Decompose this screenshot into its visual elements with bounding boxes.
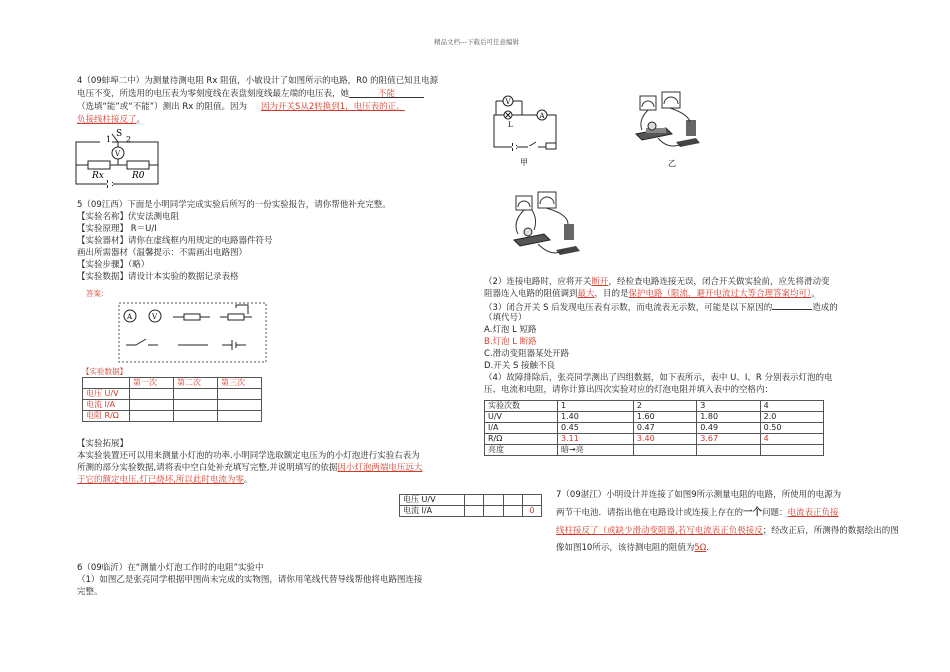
q4-circuit-diagram <box>72 128 162 190</box>
table-cell: 1.80 <box>697 412 760 423</box>
q6-p2a: （2）连接电路时，应将开关 <box>484 277 592 287</box>
table-cell <box>523 495 542 506</box>
q5-expand3 <box>77 474 252 486</box>
q5-expand-answer1: 因小灯泡两端电压远大 <box>337 463 423 473</box>
table-cell: 1.60 <box>633 412 696 423</box>
q5-expand-answer2: 于它的额定电压,灯已烧坏,所以此时电流为零 <box>77 475 244 485</box>
q6-p2c: 阻器连入电路的阻值调到 <box>484 289 578 299</box>
q6-line3: 完整。 <box>77 587 103 597</box>
table-cell <box>218 411 262 422</box>
table-row <box>83 411 262 422</box>
table-cell: 3.11 <box>558 434 634 445</box>
q7-line1: 7（09湛江）小明设计并连接了如图9所示测量电阻的电路，所使用的电源为 <box>556 490 842 500</box>
q7-answer2: 线柱接反了（或缺少滑动变阻器,若写电流表正负极接反 <box>556 526 763 536</box>
table-cell <box>484 495 503 506</box>
table-cell <box>218 389 262 400</box>
q6-answer-open-switch: 断开 <box>591 277 609 287</box>
fig-jia-V: V <box>505 98 511 106</box>
small-data-table <box>399 494 542 517</box>
table-cell: 0.47 <box>633 423 696 434</box>
table-cell <box>697 445 760 456</box>
q5-data: 【实验数据】请设计本实验的数据记录表格 <box>77 272 239 282</box>
q4-line2-text: 电压不变，所选用的电压表为零刻度线在表盘刻度线最左端的电压表，她 <box>77 89 350 99</box>
fig-label-V: V <box>115 150 121 158</box>
q6-p4a: （4）故障排除后，张亮同学测出了四组数据，如下表所示，表中 U、I、R 分别表示灯泡的电 <box>484 373 833 383</box>
q4-answer-reason1: 因为开关S从2转换到1，电压表的正、 <box>260 102 405 112</box>
q6-option-d: D.开关 S 接触不良 <box>484 361 556 371</box>
q6-answer-purpose: 保护电路（限流，避开电流过大等合理答案均可） <box>628 289 812 299</box>
q4-line1: 4（09蚌埠二中）为测量待测电阻 Rx 阻值，小敏设计了如图所示的电路，R0 的阻值已知且电源 <box>77 76 439 86</box>
fig-jia-label: 甲 <box>520 158 528 167</box>
table-cell: 电压 U/V <box>83 389 130 400</box>
q4-line3 <box>77 101 405 113</box>
q7-line3 <box>556 525 899 537</box>
table-cell <box>83 378 130 389</box>
q5-expand1: 本实验装置还可以用来测量小灯泡的功率.小明同学选取额定电压为的小灯泡进行实验右表为 <box>77 451 420 461</box>
q6-p2b: ，经检查电路连接无误，闭合开关做实验前，应先将滑动变 <box>608 277 830 287</box>
q5-name: 【实验名称】伏安法测电阻 <box>77 212 180 222</box>
q6-line2: （1）如图乙是张亮同学根据甲图尚未完成的实物图，请你用笔线代替导线帮他将电路图连接 <box>77 575 423 585</box>
table-cell: 第三次 <box>218 378 262 389</box>
q5-expand2 <box>77 462 422 474</box>
table-cell: 电流 I/A <box>83 400 130 411</box>
table-cell: 第一次 <box>130 378 174 389</box>
table-cell <box>633 445 696 456</box>
table-row <box>400 495 542 506</box>
table-cell: 电阻 R/Ω <box>83 411 130 422</box>
q4-answer-can: 不能 <box>349 88 424 98</box>
symbol-voltmeter-label: V <box>152 313 158 321</box>
q7-answer1: 电流表正负接 <box>787 508 839 518</box>
q5-equipment: 【实验器材】请你在虚线框内用规定的电路器件符号 <box>77 236 273 246</box>
table-row <box>400 506 542 517</box>
q4-line3-text: （选填“能”或“不能”）测出 Rx 的阻值。因为 <box>77 102 247 112</box>
q6-option-c: C.滑动变阻器某处开路 <box>484 349 570 359</box>
q4-line2 <box>77 88 424 100</box>
fig-label-S: S <box>116 129 123 139</box>
q5-steps: 【实验步骤】（略） <box>77 260 150 270</box>
q6-data-table <box>484 400 824 456</box>
table-cell: 实验次数 <box>485 401 558 412</box>
q4-line4 <box>77 114 145 126</box>
q6-line1: 6（09临沂）在“测量小灯泡工作时的电阻”实验中 <box>77 563 264 573</box>
q6-p3-blank <box>772 300 812 310</box>
table-row <box>485 423 824 434</box>
q7-line2 <box>556 507 839 519</box>
apparatus-figure-yi <box>598 90 718 178</box>
q5-table-title: 【实验数据】 <box>82 367 127 376</box>
table-cell: 3 <box>697 401 760 412</box>
table-row <box>485 401 824 412</box>
table-cell: 1.40 <box>558 412 634 423</box>
q6-p3b: 造成的 <box>812 303 838 313</box>
table-cell <box>484 506 503 517</box>
q5-principle: 【实验原理】 R＝U/I <box>77 224 157 234</box>
table-row <box>485 434 824 445</box>
table-cell <box>465 506 484 517</box>
q6-p3c: （填代号） <box>484 313 527 323</box>
table-cell: 0 <box>523 506 542 517</box>
q5-answer-label: 答案： <box>86 289 109 298</box>
q6-p4b: 压、电流和电阻，请你计算出四次实验对应的灯泡电阻并填入表中的空格内： <box>484 385 774 395</box>
fig-label-R0: R0 <box>132 171 145 181</box>
q6-p3: （3）闭合开关 S 后发现电压表有示数，而电流表无示数，可能是以下原因的 <box>484 303 773 313</box>
q7-line4-end: . <box>706 543 709 553</box>
q4-line4-end: 。 <box>136 115 146 125</box>
table-cell: 2.0 <box>760 412 823 423</box>
q5-equipment-symbols <box>118 302 268 364</box>
table-cell: I/A <box>485 423 558 434</box>
table-cell: R/Ω <box>485 434 558 445</box>
q6-p2d: ，目的是 <box>594 289 629 299</box>
table-cell <box>174 400 218 411</box>
q6-option-a: A.灯泡 L 短路 <box>484 325 537 335</box>
table-cell <box>130 389 174 400</box>
table-cell: 3.40 <box>633 434 696 445</box>
q6-answer-max: 最大 <box>577 289 595 299</box>
table-cell <box>130 400 174 411</box>
q7-line4a: 像如图10所示，该待测电阻的阻值为 <box>556 543 695 553</box>
q6-p2e: 。 <box>811 289 820 299</box>
table-cell <box>174 411 218 422</box>
page-header: 精品文档---下载后可任意编辑 <box>434 38 520 46</box>
q5-expand: 【实验拓展】 <box>77 439 129 449</box>
table-row <box>485 412 824 423</box>
q7-line2a: 两节干电池．请指出他在电路设计或连接上存在的 <box>556 508 744 518</box>
table-row <box>83 378 262 389</box>
q6-p2-line1 <box>484 276 829 288</box>
table-cell: 2 <box>633 401 696 412</box>
table-cell <box>174 389 218 400</box>
table-cell <box>465 495 484 506</box>
q7-answer3: 5Ω <box>694 543 707 553</box>
symbol-ammeter-label: A <box>127 313 133 321</box>
q7-line4 <box>556 542 709 554</box>
q5-expand-end: 。 <box>243 475 253 485</box>
table-cell: 暗→亮 <box>558 445 634 456</box>
table-cell: 电流 I/A <box>400 506 465 517</box>
table-cell <box>503 495 522 506</box>
table-cell <box>760 445 823 456</box>
table-cell: 1 <box>558 401 634 412</box>
table-cell: 0.49 <box>697 423 760 434</box>
q4-answer-reason2: 负接线柱接反了 <box>77 115 137 125</box>
table-cell: 0.45 <box>558 423 634 434</box>
fig-jia-A: A <box>539 112 545 120</box>
q6-p3-line1 <box>484 300 838 314</box>
fig-label-2: 2 <box>126 135 132 144</box>
fig-jia-L: L <box>508 121 513 129</box>
table-cell: 4 <box>760 401 823 412</box>
q7-line3-end: ；经改正后，所测得的数据绘出的图 <box>762 526 899 536</box>
table-cell <box>130 411 174 422</box>
table-cell <box>218 400 262 411</box>
circuit-figure-jia <box>488 93 572 171</box>
table-cell <box>503 506 522 517</box>
fig-label-Rx: Rx <box>92 171 104 181</box>
q7-line2b: 一个 <box>743 507 763 518</box>
table-cell: 0.50 <box>760 423 823 434</box>
table-row <box>485 445 824 456</box>
table-cell: 3.67 <box>697 434 760 445</box>
table-cell: 电压 U/V <box>400 495 465 506</box>
table-row <box>83 400 262 411</box>
q6-p2-line2 <box>484 288 820 300</box>
q5-expand2-text: 所测的部分实验数据,请将表中空白处补充填写完整,并说明填写的依据 <box>77 463 338 473</box>
table-cell: 亮度 <box>485 445 558 456</box>
table-cell: U/V <box>485 412 558 423</box>
q7-line2c: 问题： <box>762 508 788 518</box>
q5-equipment2: 画出所需器材（温馨提示：不需画出电路图） <box>77 248 248 258</box>
apparatus-figure-2 <box>498 190 598 268</box>
q5-line1: 5（09江西）下面是小明同学完成实验后所写的一份实验报告，请你帮他补充完整。 <box>77 200 391 210</box>
q6-option-b: B.灯泡 L 断路 <box>484 337 537 347</box>
q5-data-table <box>82 377 262 422</box>
table-row <box>83 389 262 400</box>
table-cell: 第二次 <box>174 378 218 389</box>
fig-label-1: 1 <box>106 135 112 144</box>
table-cell: 4 <box>760 434 823 445</box>
fig-yi-label: 乙 <box>668 159 676 168</box>
